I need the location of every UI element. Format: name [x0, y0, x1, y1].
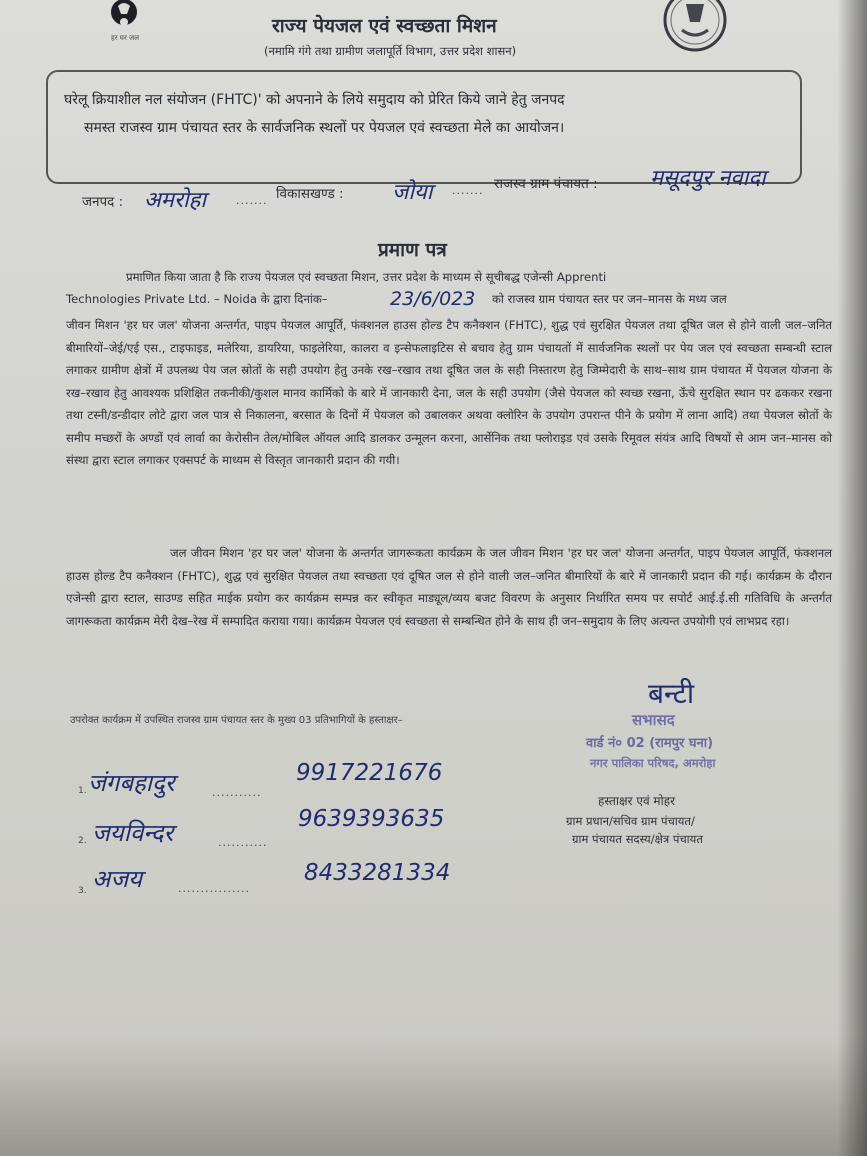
- district-label: जनपद :: [82, 194, 124, 210]
- certificate-title: प्रमाण पत्र: [378, 239, 447, 261]
- role-label-1: ग्राम प्रधान/सचिव ग्राम पंचायत/: [566, 814, 695, 828]
- stamp-body: नगर पालिका परिषद, अमरोहा: [590, 756, 716, 770]
- har-ghar-jal-logo: [100, 0, 148, 60]
- up-government-emblem: [660, 0, 730, 54]
- stamp-title: सभासद: [632, 711, 675, 729]
- row-number: 1.: [78, 786, 87, 796]
- block-value: जोया: [392, 180, 433, 205]
- panchayat-value: मसूदपुर नवादा: [650, 166, 766, 191]
- banner-line-2: समस्त राजस्व ग्राम पंचायत स्तर के सार्वजनिक स्थलों पर पेयजल एवं स्वच्छता मेले का आयोजन।: [84, 120, 565, 136]
- district-value: अमरोहा: [144, 188, 207, 213]
- participant-name: जंगबहादुर: [88, 769, 175, 797]
- participant-phone: 9639393635: [298, 806, 445, 832]
- department-subtitle: (नमामि गंगे तथा ग्रामीण जलापूर्ति विभाग, उत्तर प्रदेश शासन): [264, 44, 517, 58]
- background-edge: [837, 0, 867, 1156]
- para1-body: जीवन मिशन 'हर घर जल' योजना अन्तर्गत, पाइप पेयजल आपूर्ति, फंक्शनल हाउस होल्ड टैप कनैक्शन (FHTC), शुद्ध एवं सुरक्षित पेयजल तथा दूषित जल से होने वाली जल–जनित बीमारियों–जेई/एई एस., टाइफाइड, मलेरिया, डायरिया, फाइलेरिया, कालरा व इन्सेफलाइटिस से बचाव हेतु ग्राम पंचायतों में सार्वजनिक स्थलों पर पेय जल एवं स्वच्छता सम्बन्धी स्टाल लगाकर ग्रामीण क्षेत्रों में उपलब्ध पेय जल स्रोतों के सही उपयोग हेतु उनके रख–रखाव तथा दूषित जल के सही निस्तारण हेतु जिम्मेदारी के साथ–साथ ग्राम पंचायत में पेयजल योजना के रख–रखाव हेतु आवश्यक प्रशिक्षित तकनीकी/कुशल मानव कार्मिको के बारे में जानकारी देना, जल के सही उपयोग (जैसे पेयजल को स्वच्छ रखना, ऊँचे सुरक्षित स्थान पर ढककर रखना तथा टस्नी/डन्डीदार लोटे द्वारा जल पात्र से निकालना, बरसात के दिनों में पेयजल को उबालकर अथवा क्लोरिन के उपयोग उपरान्त पीने के प्रयोग में लाना आदि) तथा पेयजल स्रोतों के समीप मच्छरों के अण्डों एवं लार्वा का केरोसीन तेल/मोबिल ऑयल आदि डालकर उन्मूलन करना, आर्सेनिक तथा फ्लोराइड एवं उसके रिमूवल संयंत्र आदि विषयों से आम जन–मानस को संस्था द्वारा स्टाल लगाकर एक्सपर्ट के माध्यम से विस्तृत जानकारी प्रदान की गयी।: [66, 318, 832, 467]
- stamp-ward: वार्ड नं० 02 (रामपुर घना): [586, 736, 714, 751]
- banner-line-1: घरेलू क्रियाशील नल संयोजन (FHTC)' को अपनाने के लिये समुदाय को प्रेरित किये जाने हेतु जनपद: [64, 92, 565, 108]
- paper-shadow: [0, 1036, 867, 1156]
- agency-text: Technologies Private Ltd. – Noida के द्वारा दिनांक–: [66, 292, 328, 306]
- signature-seal-label: हस्ताक्षर एवं मोहर: [598, 794, 676, 808]
- dotted-leader: .......: [236, 194, 268, 207]
- para1-line1: प्रमाणित किया जाता है कि राज्य पेयजल एवं स्वच्छता मिशन, उत्तर प्रदेश के माध्यम से सूचीबद्ध एजेन्सी Apprenti: [126, 270, 607, 284]
- dotted-leader: ...........: [218, 836, 268, 849]
- mission-title: राज्य पेयजल एवं स्वच्छता मिशन: [272, 15, 497, 37]
- dotted-leader: .......: [452, 184, 484, 197]
- role-label-2: ग्राम पंचायत सदस्य/क्षेत्र पंचायत: [572, 832, 703, 846]
- panchayat-label: राजस्व ग्राम पंचायत :: [494, 176, 598, 192]
- para1-line2: [66, 292, 328, 307]
- block-label: विकासखण्ड :: [276, 186, 344, 202]
- dotted-leader: ................: [178, 882, 250, 895]
- participant-phone: 8433281334: [304, 860, 451, 886]
- row-number: 2.: [78, 836, 87, 846]
- para2-body: जल जीवन मिशन 'हर घर जल' योजना के अन्तर्गत जागरूकता कार्यक्रम के जल जीवन मिशन 'हर घर जल' योजना अन्तर्गत, पाइप पेयजल आपूर्ति, फंक्शनल हाउस होल्ड टैप कनैक्शन (FHTC), शुद्ध एवं सुरक्षित पेयजल तथा स्वच्छता एवं दूषित जल से होने वाली जल–जनित बीमारियों के बारे में जानकारी प्रदान की गई। कार्यक्रम के दौरान एजेन्सी द्वारा स्टाल, साउण्ड सहित माईक प्रयोग कर कार्यक्रम सम्पन्न कर स्वीकृत माड्यूल/व्यय बजट विवरण के अनुसार निर्धारित समय पर सपोर्ट आई.ई.सी गतिविधि के अन्तर्गत जागरूकता कार्यक्रम मेरी देख–रेख में सम्पादित कराया गया। कार्यक्रम पेयजल एवं स्वच्छता से सम्बन्धित होने के साथ ही जन–समुदाय के लिए अत्यन्त उपयोगी एवं लाभप्रद रहा।: [66, 546, 832, 628]
- logo-caption: हर घर जल: [111, 34, 139, 42]
- participant-name: जयविन्दर: [92, 819, 174, 847]
- para1-line2-end: को राजस्व ग्राम पंचायत स्तर पर जन–मानस के मध्य जल: [492, 292, 727, 306]
- participant-name: अजय: [92, 865, 143, 893]
- row-number: 3.: [78, 886, 87, 896]
- dotted-leader: ...........: [212, 786, 262, 799]
- participant-phone: 9917221676: [296, 760, 443, 786]
- participants-intro: उपरोक्त कार्यक्रम में उपस्थित राजस्व ग्राम पंचायत स्तर के मुख्य 03 प्रतिभागियों के हस्ताक्षर–: [70, 715, 403, 726]
- event-date: 23/6/023: [390, 288, 476, 310]
- official-signature: बन्टी: [648, 677, 695, 710]
